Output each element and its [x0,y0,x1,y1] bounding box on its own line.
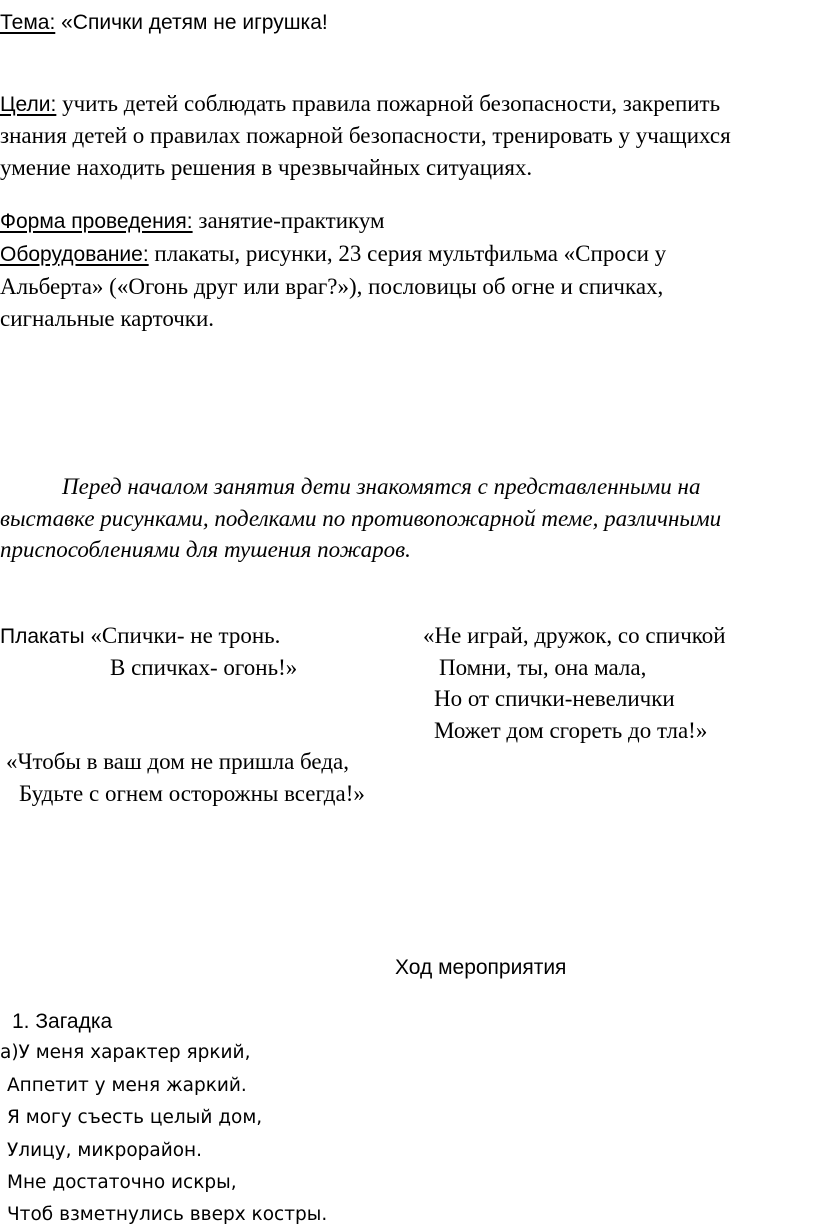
poster-right-2: Помни, ты, она мала, [439,655,647,680]
intro-line-2: выставке рисунками, поделками по противопожарной теме, различными [0,506,722,531]
intro-line-3: приспособлениями для тушения пожаров. [0,537,411,562]
poster-bottom-1: «Чтобы в ваш дом не пришла беда, [6,749,350,774]
form-label: Форма проведения: [0,210,193,233]
equipment-line-3: сигнальные карточки. [0,306,215,331]
poster-left-1: «Спички- не тронь. [84,623,281,648]
goals-text-1: учить детей соблюдать правила пожарной безопасности, закрепить [56,91,721,116]
poster-right-1: «Не играй, дружок, со спичкой [423,623,726,648]
form-text: занятие-практикум [192,208,385,233]
poster-right-4: Может дом сгореть до тла!» [434,718,708,743]
topic-label: Тема: [0,11,56,34]
riddle-line-6: Чтоб взметнулись вверх костры. [7,1204,328,1225]
posters-label: Плакаты [0,625,85,648]
riddle-line-3: Я могу съесть целый дом, [7,1107,263,1128]
riddle-line-5: Мне достаточно искры, [7,1172,237,1193]
equipment-label: Оборудование: [0,243,149,266]
topic-line [0,11,328,35]
riddle-line-1: а)У меня характер яркий, [0,1042,251,1063]
goals-label: Цели: [0,93,57,116]
riddle-heading: 1. Загадка [12,1010,113,1033]
goals-line-1 [0,91,720,117]
riddle-line-4: Улицу, микрорайон. [7,1140,203,1161]
goals-line-3: умение находить решения в чрезвычайных ситуациях. [0,155,533,180]
equipment-line-1 [0,241,666,267]
goals-line-2: знания детей о правилах пожарной безопасности, тренировать у учащихся [0,123,731,148]
poster-left-2: В спичках- огонь!» [110,655,298,680]
topic-text: «Спички детям не игрушка! [55,11,328,34]
equipment-line-2: Альберта» («Огонь друг или враг?»), пословицы об огне и спичках, [0,274,664,299]
form-line [0,208,385,234]
posters-line-1 [0,623,280,649]
equipment-text-1: плакаты, рисунки, 23 серия мультфильма «Спроси у [148,241,667,266]
riddle-line-2: Аппетит у меня жаркий. [7,1075,247,1096]
event-title: Ход мероприятия [395,956,567,979]
intro-line-1: Перед началом занятия дети знакомятся с представленными на [62,474,701,499]
poster-bottom-2: Будьте с огнем осторожны всегда!» [19,781,365,806]
poster-right-3: Но от спички-невелички [434,686,675,711]
